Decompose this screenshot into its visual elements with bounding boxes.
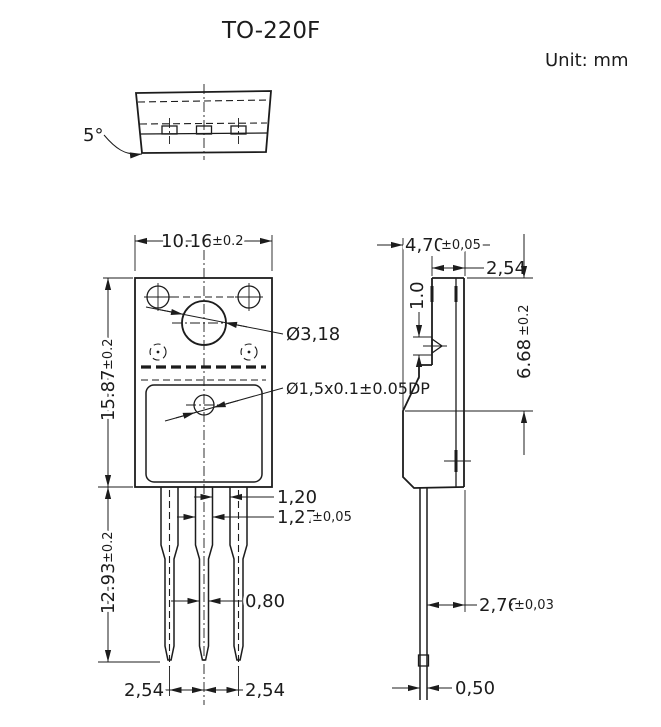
body-width-value: 10.16 — [161, 231, 213, 252]
unit-label: Unit: mm — [545, 50, 629, 71]
dim-lead-tip-width — [171, 591, 285, 612]
depth-value: 4,70 — [405, 235, 446, 256]
dim-lead-length — [98, 487, 160, 662]
drawing-title: TO-220F — [222, 18, 321, 44]
top-view-hidden-line-2 — [140, 123, 267, 124]
body-width-tol: ±0.2 — [212, 234, 244, 249]
dim-body-height — [98, 278, 133, 487]
lead-width-value: 1,27 — [277, 507, 318, 528]
hidden-circle-left-dot — [157, 351, 160, 354]
leader-arrow — [160, 310, 183, 315]
dim-lead-thickness — [392, 678, 495, 699]
leader-arrow — [214, 401, 238, 408]
lead-thickness-label: 0,50 — [455, 678, 496, 699]
top-view-hidden-line-1 — [138, 100, 269, 102]
pitch-left-label: 2,54 — [124, 680, 165, 701]
tab-height-tol: ±0.2 — [517, 304, 532, 336]
pitch-right-label: 2,54 — [245, 680, 286, 701]
lead-tip-width-label: 0,80 — [245, 591, 286, 612]
lead-setback-value: 2,76 — [479, 595, 520, 616]
body-height-tol: ±0.2 — [101, 338, 116, 370]
draft-angle-leader — [104, 135, 142, 154]
side-view — [403, 278, 471, 700]
hidden-circle-right-dot — [248, 351, 251, 354]
front-view — [135, 232, 272, 705]
dim-lead-setback — [427, 490, 554, 616]
dimple-label: Ø1,5x0.1±0.05DP — [286, 379, 430, 398]
dim-hole-diameter — [146, 307, 340, 345]
dim-body-width — [135, 231, 272, 271]
leader-arrow — [176, 413, 195, 418]
lead-gap-label: 1,20 — [277, 487, 318, 508]
lead-length-value: 12.93 — [98, 562, 119, 614]
lead-width-tol: ±0,05 — [312, 510, 352, 525]
dim-lead-pitch — [124, 667, 285, 701]
body-height-value: 15.87 — [98, 369, 119, 421]
dimple-offset-label: 1.0 — [407, 281, 428, 310]
top-view — [83, 84, 271, 160]
draft-angle-label: 5° — [83, 125, 104, 146]
dim-tab-depth — [432, 256, 526, 279]
hole-diameter-label: Ø3,18 — [286, 324, 341, 345]
lead-length-tol: ±0.2 — [101, 531, 116, 563]
dim-lead-width — [177, 507, 352, 528]
tab-height-value: 6.68 — [514, 338, 535, 379]
lead-setback-tol: ±0,03 — [514, 598, 554, 613]
depth-tol: ±0,05 — [441, 238, 481, 253]
tab-depth-label: 2,54 — [486, 258, 527, 279]
